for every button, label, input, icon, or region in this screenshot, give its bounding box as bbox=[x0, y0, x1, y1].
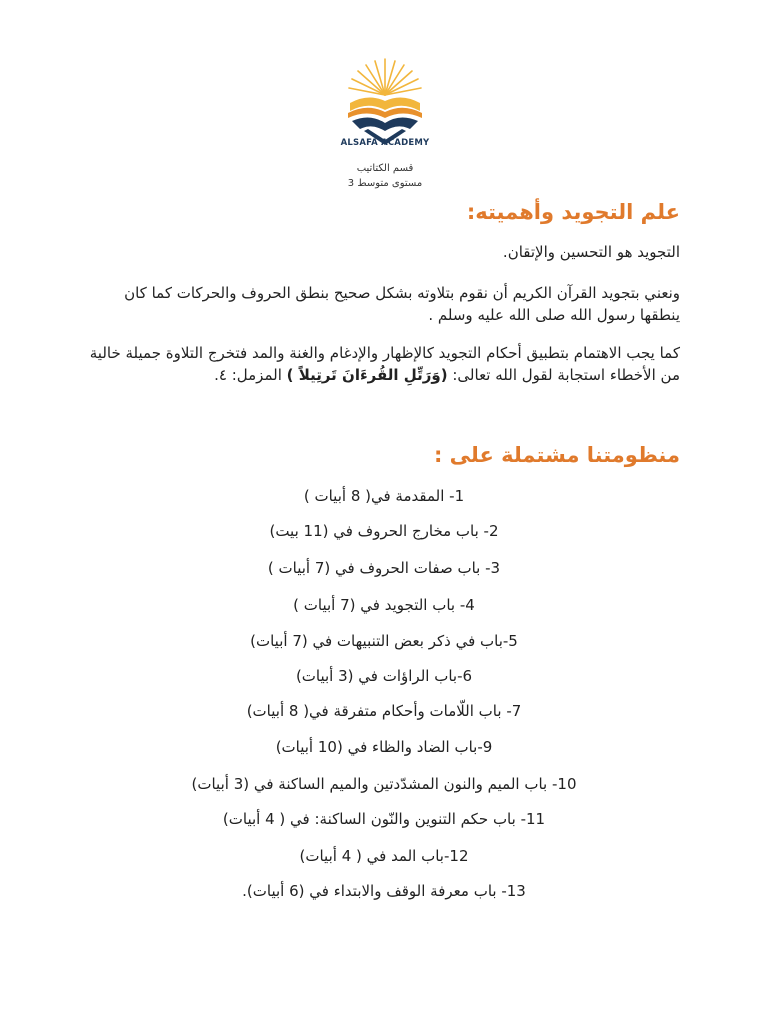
list-item: 1- المقدمة في( 8 أبيات ) bbox=[303, 487, 465, 505]
academy-caption: ALSAFA ACADEMY bbox=[340, 138, 430, 148]
verse-intro-text: كما يجب الاهتمام بتطبيق أحكام التجويد كالإظهار والإدغام والغنة والمد فتخرج التلاوة جميلة خالية من الأخطاء استجابة لقول الله تعالى: bbox=[89, 344, 680, 384]
section2-heading: منظومتنا مشتملة على : bbox=[433, 443, 680, 467]
list-item: 13- باب معرفة الوقف والابتداء في (6 أبيات). bbox=[242, 882, 526, 900]
department-name: قسم الكتاتيب bbox=[356, 163, 414, 174]
section1-verse-paragraph bbox=[86, 342, 680, 386]
list-item: 4- باب التجويد في (7 أبيات ) bbox=[293, 596, 475, 614]
list-item: 6-باب الراؤات في (3 أبيات) bbox=[295, 667, 473, 685]
list-item: 10- باب الميم والنون المشدّدتين والميم الساكنة في (3 أبيات) bbox=[191, 775, 577, 793]
list-item: 11- باب حكم التنوين والنّون الساكنة: في ( 4 أبيات) bbox=[222, 810, 546, 828]
list-item: 12-باب المد في ( 4 أبيات) bbox=[299, 847, 469, 865]
list-item: 9-باب الضاد والظاء في (10 أبيات) bbox=[275, 738, 493, 756]
list-item: 7- باب اللّامات وأحكام متفرقة في( 8 أبيات) bbox=[246, 702, 522, 720]
section1-paragraph: ونعني بتجويد القرآن الكريم أن نقوم بتلاوته بشكل صحيح بنطق الحروف والحركات كما كان ينطقها رسول الله صلى الله عليه وسلم . bbox=[124, 284, 680, 324]
section1-heading: علم التجويد وأهميته: bbox=[466, 200, 680, 224]
section1-definition: التجويد هو التحسين والإتقان. bbox=[502, 243, 680, 261]
list-item: 3- باب صفات الحروف في (7 أبيات ) bbox=[267, 559, 501, 577]
list-item: 5-باب في ذكر بعض التنبيهات في (7 أبيات) bbox=[250, 632, 518, 650]
level-label: مستوى متوسط 3 bbox=[347, 178, 423, 189]
quran-verse: (وَرَتِّلِ القُرءَانَ تَرتِيلاً ) bbox=[286, 366, 448, 384]
verse-reference: المزمل: ٤. bbox=[214, 366, 287, 384]
list-item: 2- باب مخارج الحروف في (11 بيت) bbox=[269, 522, 499, 540]
